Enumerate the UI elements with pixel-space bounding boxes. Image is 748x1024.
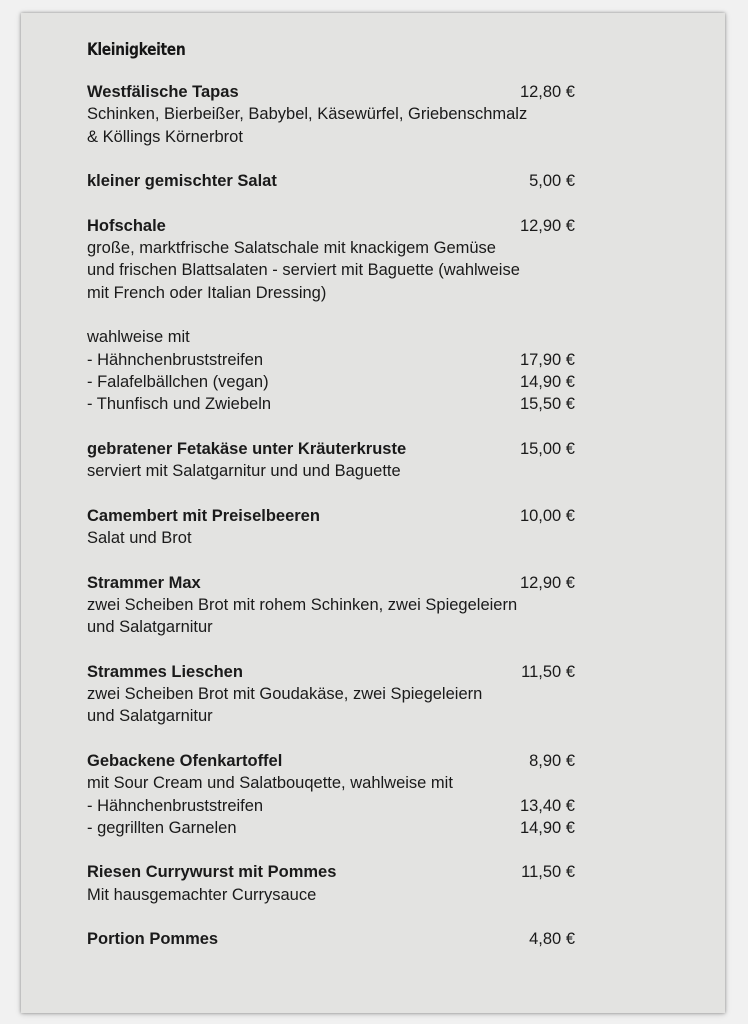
- option-price: 15,50 €: [519, 395, 575, 414]
- option-label: - Hähnchenbruststreifen: [87, 350, 264, 369]
- menu-item: [87, 572, 575, 639]
- option-label: - gegrillten Garnelen: [87, 818, 237, 837]
- menu-item: [87, 661, 575, 728]
- menu-item: [87, 438, 575, 483]
- item-description: mit Sour Cream und Salatbouqette, wahlweise mit: [87, 774, 453, 793]
- item-price: 12,90 €: [519, 573, 575, 592]
- section-title: Kleinigkeiten: [87, 40, 186, 60]
- item-description: serviert mit Salatgarnitur und und Baguette: [87, 462, 401, 481]
- option-price: 17,90 €: [519, 350, 575, 369]
- item-name: Strammer Max: [87, 573, 201, 592]
- option-row: [87, 795, 575, 817]
- option-price: 14,90 €: [519, 818, 575, 837]
- item-name: Gebackene Ofenkartoffel: [87, 751, 283, 770]
- item-price: 11,50 €: [521, 662, 575, 681]
- item-price: 10,00 €: [519, 506, 575, 525]
- item-name: Riesen Currywurst mit Pommes: [87, 863, 337, 882]
- item-description: zwei Scheiben Brot mit rohem Schinken, zwei Spiegeleiern und Salatgarnitur: [87, 595, 518, 637]
- item-name: Camembert mit Preiselbeeren: [87, 506, 320, 525]
- item-name: Portion Pommes: [87, 930, 219, 949]
- option-row: [87, 393, 575, 415]
- item-name: gebratener Fetakäse unter Kräuterkruste: [87, 439, 407, 458]
- item-price: 15,00 €: [519, 439, 575, 458]
- item-description: Schinken, Bierbeißer, Babybel, Käsewürfel, Griebenschmalz & Köllings Körnerbrot: [87, 105, 528, 146]
- options-intro: wahlweise mit: [87, 328, 190, 347]
- item-description: Mit hausgemachter Currysauce: [87, 885, 317, 904]
- item-description: Salat und Brot: [87, 528, 192, 547]
- option-label: - Hähnchenbruststreifen: [87, 796, 264, 815]
- item-price: 4,80 €: [529, 930, 575, 949]
- menu-item: [87, 215, 575, 416]
- menu-item: [87, 170, 575, 192]
- option-price: 13,40 €: [519, 796, 575, 815]
- menu-item: [87, 505, 575, 550]
- menu-list: [87, 81, 575, 951]
- option-price: 14,90 €: [519, 372, 575, 391]
- option-label: - Falafelbällchen (vegan): [87, 372, 269, 391]
- item-name: Strammes Lieschen: [87, 662, 243, 681]
- item-price: 8,90 €: [529, 751, 575, 770]
- option-row: [87, 349, 575, 371]
- menu-item: [87, 861, 575, 906]
- option-row: [87, 371, 575, 393]
- menu-item: [87, 81, 575, 148]
- item-price: 11,50 €: [521, 863, 575, 882]
- option-row: [87, 817, 575, 839]
- item-price: 12,80 €: [519, 83, 575, 101]
- item-name: Westfälische Tapas: [87, 83, 239, 101]
- item-description: zwei Scheiben Brot mit Goudakäse, zwei Spiegeleiern und Salatgarnitur: [87, 685, 483, 726]
- item-description: große, marktfrische Salatschale mit knackigem Gemüse und frischen Blattsalaten - serviert mit Baguette (wahlweise mit French oder Italian Dressing): [87, 239, 520, 302]
- item-price: 12,90 €: [519, 216, 575, 235]
- item-price: 5,00 €: [529, 172, 575, 191]
- menu-item: [87, 750, 575, 839]
- item-name: Hofschale: [87, 216, 166, 235]
- option-label: - Thunfisch und Zwiebeln: [87, 395, 272, 414]
- menu-item: [87, 928, 575, 950]
- item-name: kleiner gemischter Salat: [87, 172, 277, 191]
